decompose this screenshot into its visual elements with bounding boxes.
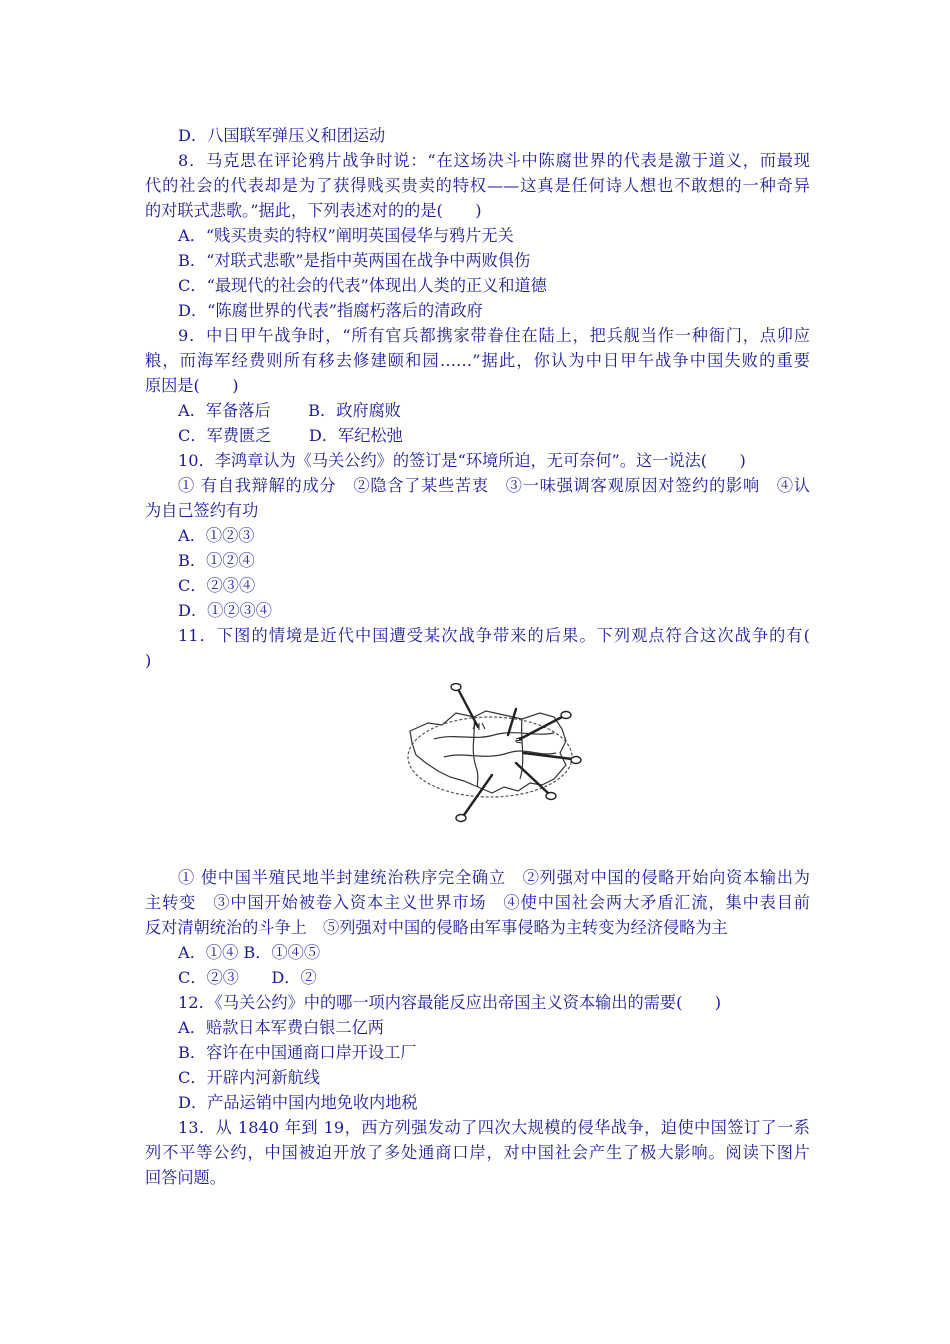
question-9-line-1: 9．中日甲午战争时，“所有官兵都携家带眷住在陆上，把兵舰当作一种衙门，点卯应 — [178, 326, 810, 345]
options-cd-q11: C．②③ D．② — [178, 968, 317, 987]
option-c-q8: C．“最现代的社会的代表”体现出人类的正义和道德 — [178, 276, 547, 295]
question-8-line-1: 8．马克思在评论鸦片战争时说：“在这场决斗中陈腐世界的代表是激于道义，而最现 — [178, 151, 810, 170]
option-c-q10: C．②③④ — [178, 576, 256, 595]
option-b-q10: B．①②④ — [178, 551, 255, 570]
question-12: 12．《马关公约》中的哪一项内容最能反应出帝国主义资本输出的需要( ) — [178, 993, 722, 1012]
question-10-items-line-2: 为自己签约有功 — [145, 501, 259, 520]
option-a-q8: A．“贱买贵卖的特权”阐明英国侵华与鸦片无关 — [178, 226, 514, 245]
options-ab-q9: A．军备落后 B．政府腐败 — [178, 401, 401, 420]
document-body — [145, 123, 810, 1190]
question-13-line-2: 列不平等公约，中国被迫开放了多处通商口岸，对中国社会产生了极大影响。阅读下图片 — [145, 1143, 810, 1162]
options-ab-q11: A．①④ B．①④⑤ — [178, 943, 321, 962]
question-11-items-line-3: 反对清朝统治的斗争上 ⑤列强对中国的侵略由军事侵略为主转变为经济侵略为主 — [145, 918, 728, 937]
option-b-q8: B．“对联式悲歌”是指中英两国在战争中两败俱伤 — [178, 251, 531, 270]
question-11-items-line-1: ① 使中国半殖民地半封建统治秩序完全确立 ②列强对中国的侵略开始向资本输出为 — [178, 868, 810, 887]
question-11-line-2: ) — [145, 651, 152, 670]
question-13-line-3: 回答问题。 — [145, 1168, 226, 1187]
option-c-q12: C．开辟内河新航线 — [178, 1068, 320, 1087]
option-a-q12: A．赔款日本军费白银二亿两 — [178, 1018, 384, 1037]
options-cd-q9: C．军费匮乏 D．军纪松弛 — [178, 426, 403, 445]
question-8-line-2: 代的社会的代表却是为了获得贱买贵卖的特权——这真是任何诗人想也不敢想的一种奇异 — [145, 176, 810, 195]
option-d-q8: D．“陈腐世界的代表”指腐朽落后的清政府 — [178, 301, 483, 320]
question-9-line-2: 粮，而海军经费则所有移去修建颐和园……”据此，你认为中日甲午战争中国失败的重要 — [145, 351, 810, 370]
question-10: 10．李鸿章认为《马关公约》的签订是“环境所迫，无可奈何”。这一说法( ) — [178, 451, 746, 470]
figure-container — [145, 673, 810, 865]
option-b-q12: B．容许在中国通商口岸开设工厂 — [178, 1043, 417, 1062]
question-13-line-1: 13．从 1840 年到 19，西方列强发动了四次大规模的侵华战争，迫使中国签订了一系 — [178, 1118, 810, 1137]
question-9-line-3: 原因是( ) — [145, 376, 239, 395]
option-a-q10: A．①②③ — [178, 526, 255, 545]
option-d-q7: D．八国联军弹压义和团运动 — [178, 126, 386, 145]
question-8-line-3: 的对联式悲歌。”据此，下列表述对的的是( ) — [145, 201, 482, 220]
question-10-items-line-1: ① 有自我辩解的成分 ②隐含了某些苦衷 ③一味强调客观原因对签约的影响 ④认 — [178, 476, 810, 495]
option-d-q12: D．产品运销中国内地免收内地税 — [178, 1093, 418, 1112]
question-11-line-1: 11．下图的情境是近代中国遭受某次战争带来的后果。下列观点符合这次战争的有( — [178, 626, 810, 645]
question-11-items-line-2: 主转变 ③中国开始被卷入资本主义世界市场 ④使中国社会两大矛盾汇流，集中表目前 — [145, 893, 810, 912]
option-d-q10: D．①②③④ — [178, 601, 272, 620]
partition-of-china-cartoon-icon — [404, 683, 584, 823]
